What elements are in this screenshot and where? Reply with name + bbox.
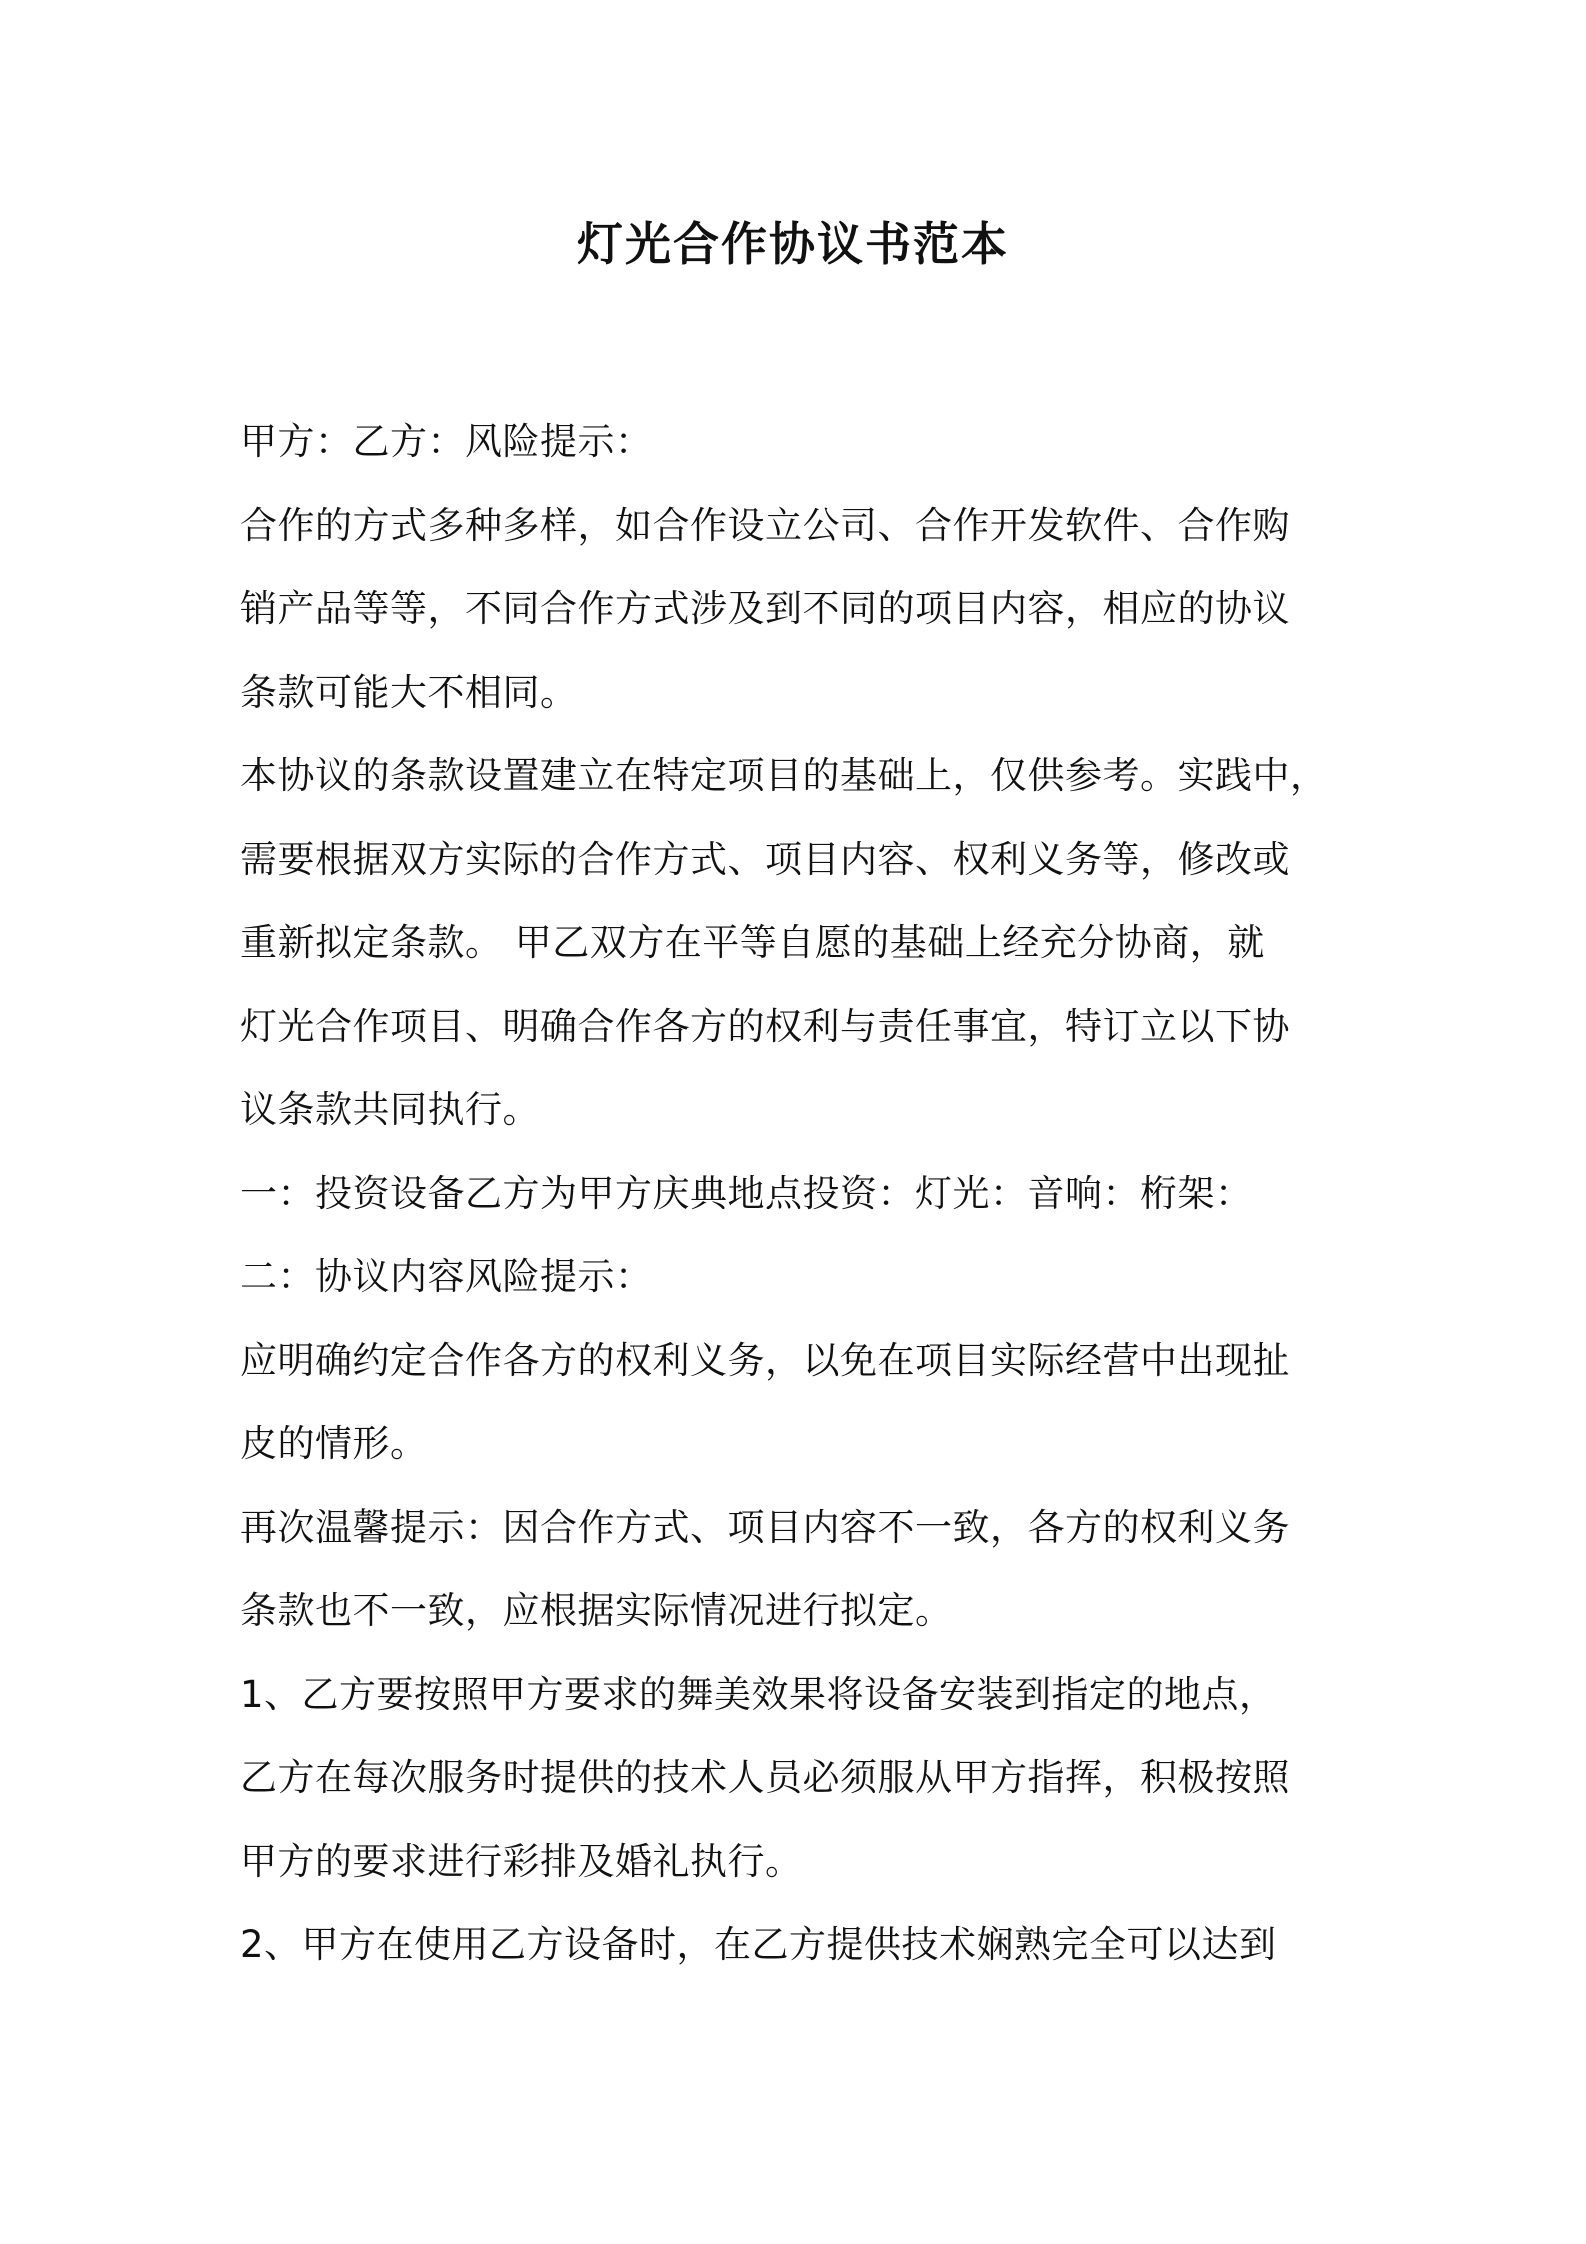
- document-line: 2、甲方在使用乙方设备时，在乙方提供技术娴熟完全可以达到: [240, 1923, 1277, 1966]
- document-line: 1、乙方要按照甲方要求的舞美效果将设备安装到指定的地点，: [240, 1672, 1277, 1716]
- document-line: 合作的方式多种多样，如合作设立公司、合作开发软件、合作购: [240, 503, 1290, 547]
- document-line: 条款也不一致，应根据实际情况进行拟定。: [240, 1589, 953, 1632]
- document-line: 需要根据双方实际的合作方式、项目内容、权利义务等，修改或: [240, 837, 1290, 881]
- document-body: [240, 400, 1358, 1987]
- document-line: 甲方的要求进行彩排及婚礼执行。: [240, 1839, 803, 1883]
- document-line: 再次温馨提示：因合作方式、项目内容不一致，各方的权利义务: [240, 1505, 1290, 1549]
- document-title: 灯光合作协议书范本: [577, 217, 1009, 271]
- document-line: 重新拟定条款。 甲乙双方在平等自愿的基础上经充分协商，就: [240, 921, 1265, 964]
- document-line: 一：投资设备乙方为甲方庆典地点投资：灯光：音响：桁架：: [240, 1171, 1253, 1215]
- document-line: 销产品等等，不同合作方式涉及到不同的项目内容，相应的协议: [240, 587, 1290, 630]
- document-line: 甲方：乙方：风险提示：: [240, 420, 653, 463]
- document-line: 皮的情形。: [240, 1422, 428, 1465]
- document-line: 议条款共同执行。: [240, 1088, 540, 1131]
- document-line: 乙方在每次服务时提供的技术人员必须服从甲方指挥，积极按照: [240, 1756, 1290, 1799]
- document-line: 灯光合作项目、明确合作各方的权利与责任事宜，特订立以下协: [240, 1004, 1290, 1048]
- document-line: 条款可能大不相同。: [240, 670, 578, 714]
- document-line: 二：协议内容风险提示：: [240, 1255, 653, 1298]
- document-line: 应明确约定合作各方的权利义务，以免在项目实际经营中出现扯: [240, 1338, 1290, 1382]
- document-line: 本协议的条款设置建立在特定项目的基础上，仅供参考。实践中，: [240, 754, 1328, 797]
